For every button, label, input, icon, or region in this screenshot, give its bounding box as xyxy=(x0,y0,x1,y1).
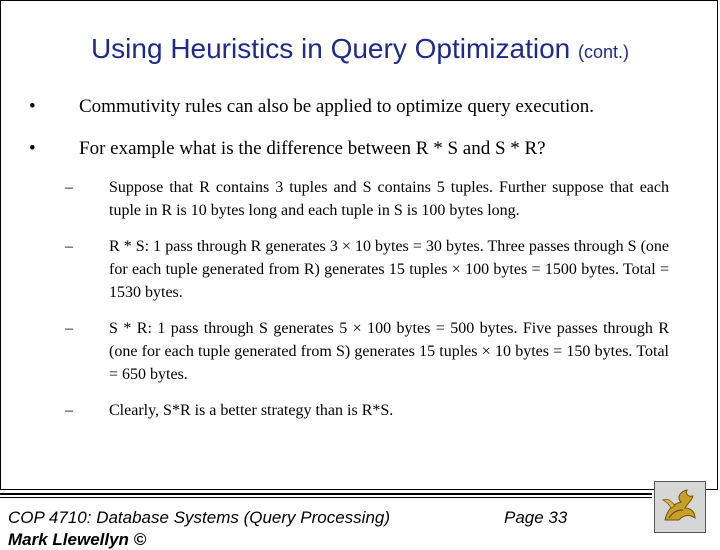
bullet-marker: • xyxy=(29,96,36,117)
sub-bullet-marker: – xyxy=(65,179,73,196)
sub-bullet-marker: – xyxy=(65,320,73,337)
footer-rule xyxy=(0,493,652,495)
pegasus-logo-icon xyxy=(655,482,705,532)
title-main: Using Heuristics in Query Optimization xyxy=(90,33,571,64)
university-logo-icon xyxy=(654,481,706,533)
sub-bullet-text: Clearly, S*R is a better strategy than is R*S. xyxy=(109,402,394,419)
bullet-text: For example what is the difference between R * S and S * R? xyxy=(79,138,546,159)
footer-page-number: Page 33 xyxy=(504,508,568,527)
bullet-marker: • xyxy=(29,138,36,159)
sub-bullet-marker: – xyxy=(65,238,73,255)
sub-bullet-text: S * R: 1 pass through S generates 5 × 100 bytes = 500 bytes. Five passes through R (one for each tuple generated from S) generates 15 tuples × 10 bytes = 150 bytes. Total = 650 bytes. xyxy=(109,320,669,383)
sub-bullet-marker: – xyxy=(65,402,73,419)
title-suffix: (cont.) xyxy=(578,42,630,62)
sub-bullet-text: R * S: 1 pass through R generates 3 × 10 bytes = 30 bytes. Three passes through S (one for each tuple generated from R) generates 15 tuples × 100 bytes = 1500 bytes. Total = 1530 bytes. xyxy=(109,238,669,301)
footer-author: Mark Llewellyn © xyxy=(8,530,147,549)
slide-title xyxy=(1,31,719,70)
bullet-text: Commutivity rules can also be applied to optimize query execution. xyxy=(79,96,594,117)
footer-course: COP 4710: Database Systems (Query Processing) xyxy=(8,508,391,527)
footer-rule xyxy=(0,497,652,498)
sub-bullet-text: Suppose that R contains 3 tuples and S contains 5 tuples. Further suppose that each tuple in R is 10 bytes long and each tuple in S is 100 bytes long. xyxy=(109,179,669,219)
